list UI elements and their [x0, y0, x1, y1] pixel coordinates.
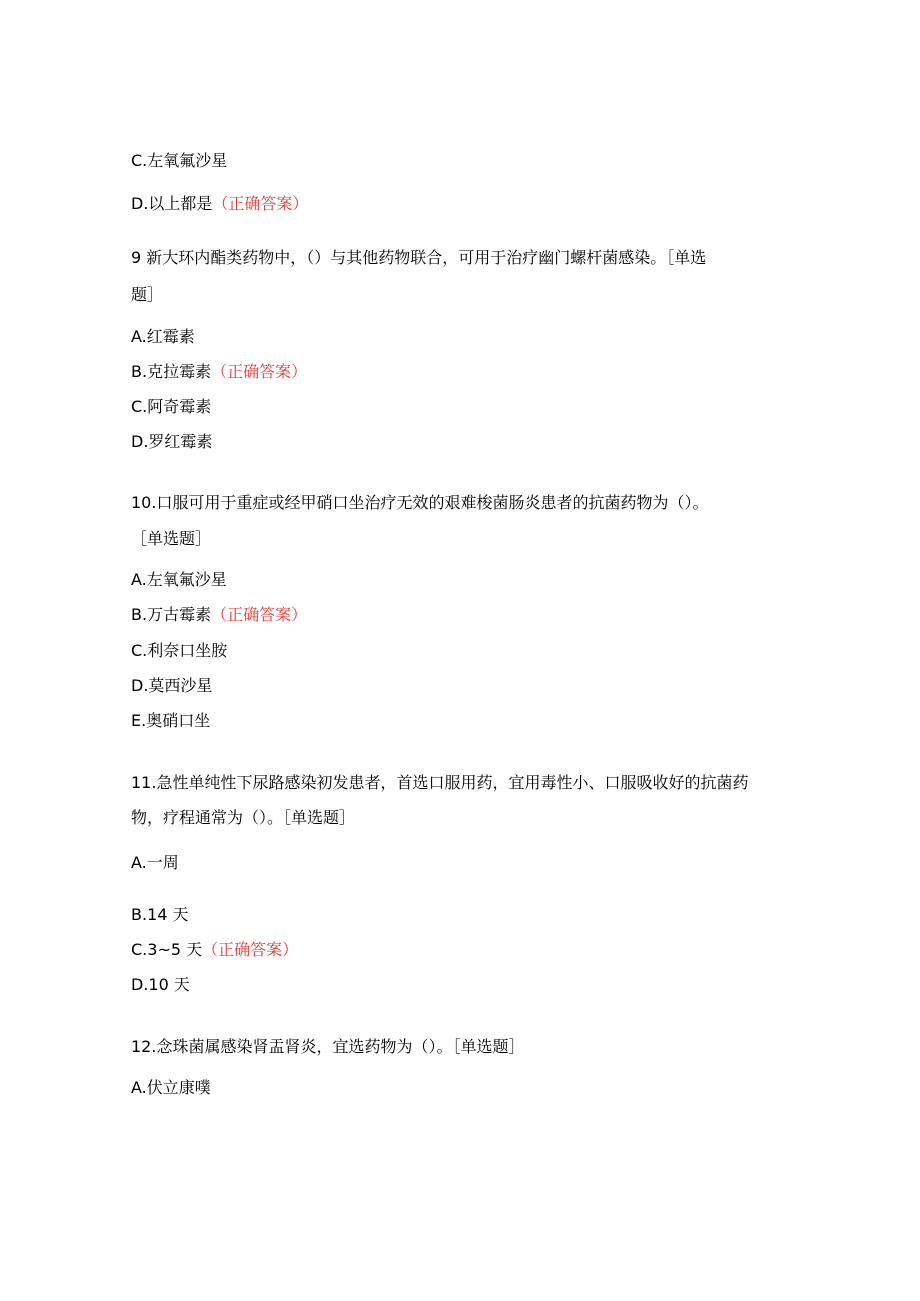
- option-q11-d: [131, 975, 190, 995]
- question-11-stem-line2: 物，疗程通常为（）。［单选题］: [131, 808, 356, 827]
- option-text: B.克拉霉素: [131, 362, 212, 381]
- correct-answer-mark: （正确答案）: [202, 940, 299, 959]
- option-q10-b: [131, 605, 307, 625]
- option-text: C.阿奇霉素: [131, 397, 212, 416]
- option-q9-c: [131, 397, 211, 417]
- option-text: C.左氧氟沙星: [131, 151, 228, 170]
- question-9-stem-line1: 9 新大环内酯类药物中，（）与其他药物联合，可用于治疗幽门螺杆菌感染。［单选: [131, 248, 707, 267]
- option-text: C.利奈口坐胺: [131, 641, 228, 660]
- option-text: C.3~5 天: [131, 940, 203, 959]
- correct-answer-mark: （正确答案）: [211, 362, 308, 381]
- option-text: A.红霉素: [131, 327, 195, 346]
- option-q10-c: [131, 641, 227, 661]
- question-11-stem-line1: 11.急性单纯性下尿路感染初发患者，首选口服用药，宜用毒性小、口服吸收好的抗菌药: [131, 773, 749, 792]
- option-q11-a: [131, 853, 179, 873]
- option-text: D.莫西沙星: [131, 676, 213, 695]
- option-q10-a: [131, 570, 227, 590]
- option-q12-a: [131, 1078, 211, 1098]
- question-9-stem-line2: 题］: [131, 285, 164, 304]
- option-text: A.伏立康噗: [131, 1078, 211, 1097]
- option-text: A.左氧氟沙星: [131, 570, 227, 589]
- option-q11-b: [131, 905, 189, 925]
- option-q9-b: [131, 362, 307, 382]
- option-text: D.以上都是: [131, 194, 213, 213]
- question-10-stem-line1: 10.口服可用于重症或经甲硝口坐治疗无效的艰难梭菌肠炎患者的抗菌药物为（）。: [131, 493, 709, 512]
- option-q11-c: [131, 940, 298, 960]
- option-text: E.奥硝口坐: [131, 711, 211, 730]
- option-q10-e: [131, 711, 210, 731]
- option-text: B.14 天: [131, 905, 189, 924]
- option-text: D.罗红霉素: [131, 432, 213, 451]
- option-q10-d: [131, 676, 212, 696]
- option-q8-c: [131, 151, 227, 171]
- option-text: A.一周: [131, 853, 179, 872]
- question-12-stem-line1: 12.念珠菌属感染肾盂肾炎，宜选药物为（）。［单选题］: [131, 1037, 525, 1056]
- option-q8-d: [131, 194, 308, 214]
- option-q9-d: [131, 432, 212, 452]
- option-text: B.万古霉素: [131, 605, 212, 624]
- correct-answer-mark: （正确答案）: [212, 194, 309, 213]
- option-text: D.10 天: [131, 975, 190, 994]
- question-10-stem-line2: ［单选题］: [131, 529, 212, 548]
- correct-answer-mark: （正确答案）: [211, 605, 308, 624]
- option-q9-a: [131, 327, 195, 347]
